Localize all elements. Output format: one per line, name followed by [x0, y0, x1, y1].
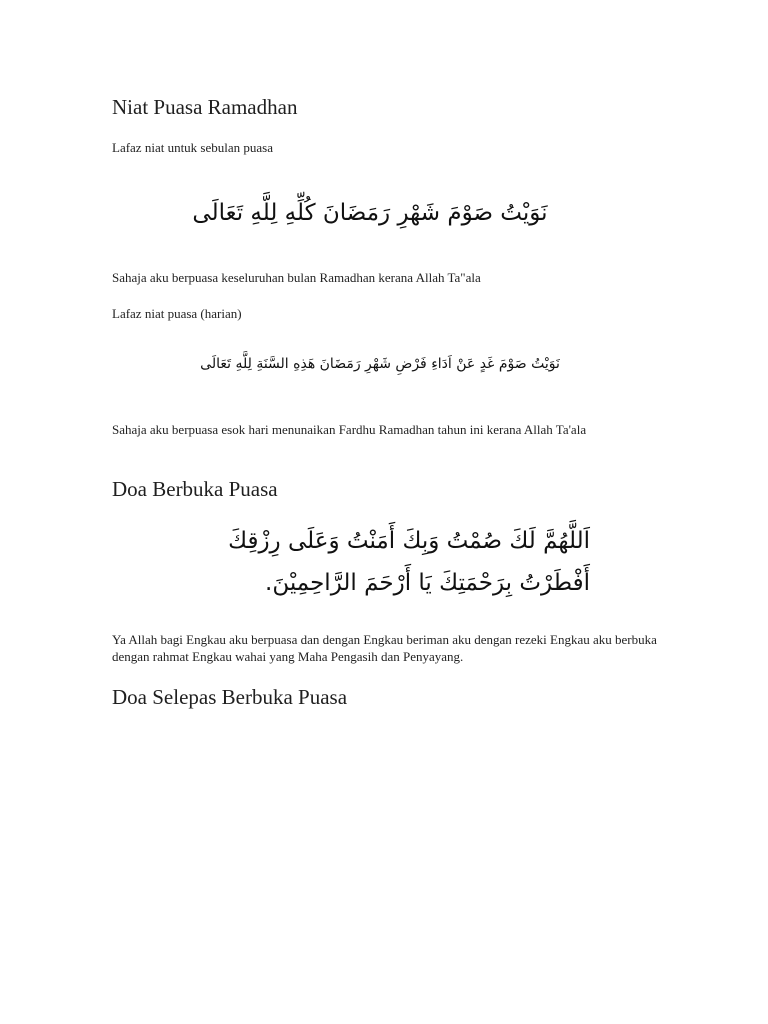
heading-doa-selepas-berbuka: Doa Selepas Berbuka Puasa — [112, 685, 348, 709]
arabic-niat-sebulan: نَوَيْتُ صَوْمَ شَهْرِ رَمَضَانَ كُلِّهِ لِلَّهِ تَعَالَى — [192, 200, 548, 226]
meaning-doa-berbuka: Ya Allah bagi Engkau aku berpuasa dan dengan Engkau beriman aku dengan rezeki Engkau aku berbuka dengan rahmat Engkau wahai yang Maha Pengasih dan Penyayang. — [112, 632, 657, 664]
label-niat-sebulan: Lafaz niat untuk sebulan puasa — [112, 140, 273, 155]
meaning-niat-harian: Sahaja aku berpuasa esok hari menunaikan Fardhu Ramadhan tahun ini kerana Allah Ta'ala — [112, 422, 587, 437]
label-niat-harian: Lafaz niat puasa (harian) — [112, 306, 242, 321]
arabic-doa-line-2: أَفْطَرْتُ بِرَحْمَتِكَ يَا أَرْحَمَ الرَّاحِمِيْنَ. — [265, 570, 590, 596]
heading-niat-puasa: Niat Puasa Ramadhan — [112, 95, 298, 119]
arabic-doa-berbuka — [190, 520, 590, 610]
arabic-niat-harian: نَوَيْتُ صَوْمَ غَدٍ عَنْ اَدَاءِ فَرْضِ شَهْرِ رَمَضَانَ هَذِهِ السَّنَةِ لِلَّهِ تَعَالَى — [200, 356, 560, 372]
meaning-niat-sebulan: Sahaja aku berpuasa keseluruhan bulan Ramadhan kerana Allah Ta"ala — [112, 270, 481, 285]
heading-doa-berbuka: Doa Berbuka Puasa — [112, 477, 278, 501]
arabic-doa-line-1: اَللَّهُمَّ لَكَ صُمْتُ وَبِكَ أَمَنْتُ وَعَلَى رِزْقِكَ — [228, 528, 590, 554]
